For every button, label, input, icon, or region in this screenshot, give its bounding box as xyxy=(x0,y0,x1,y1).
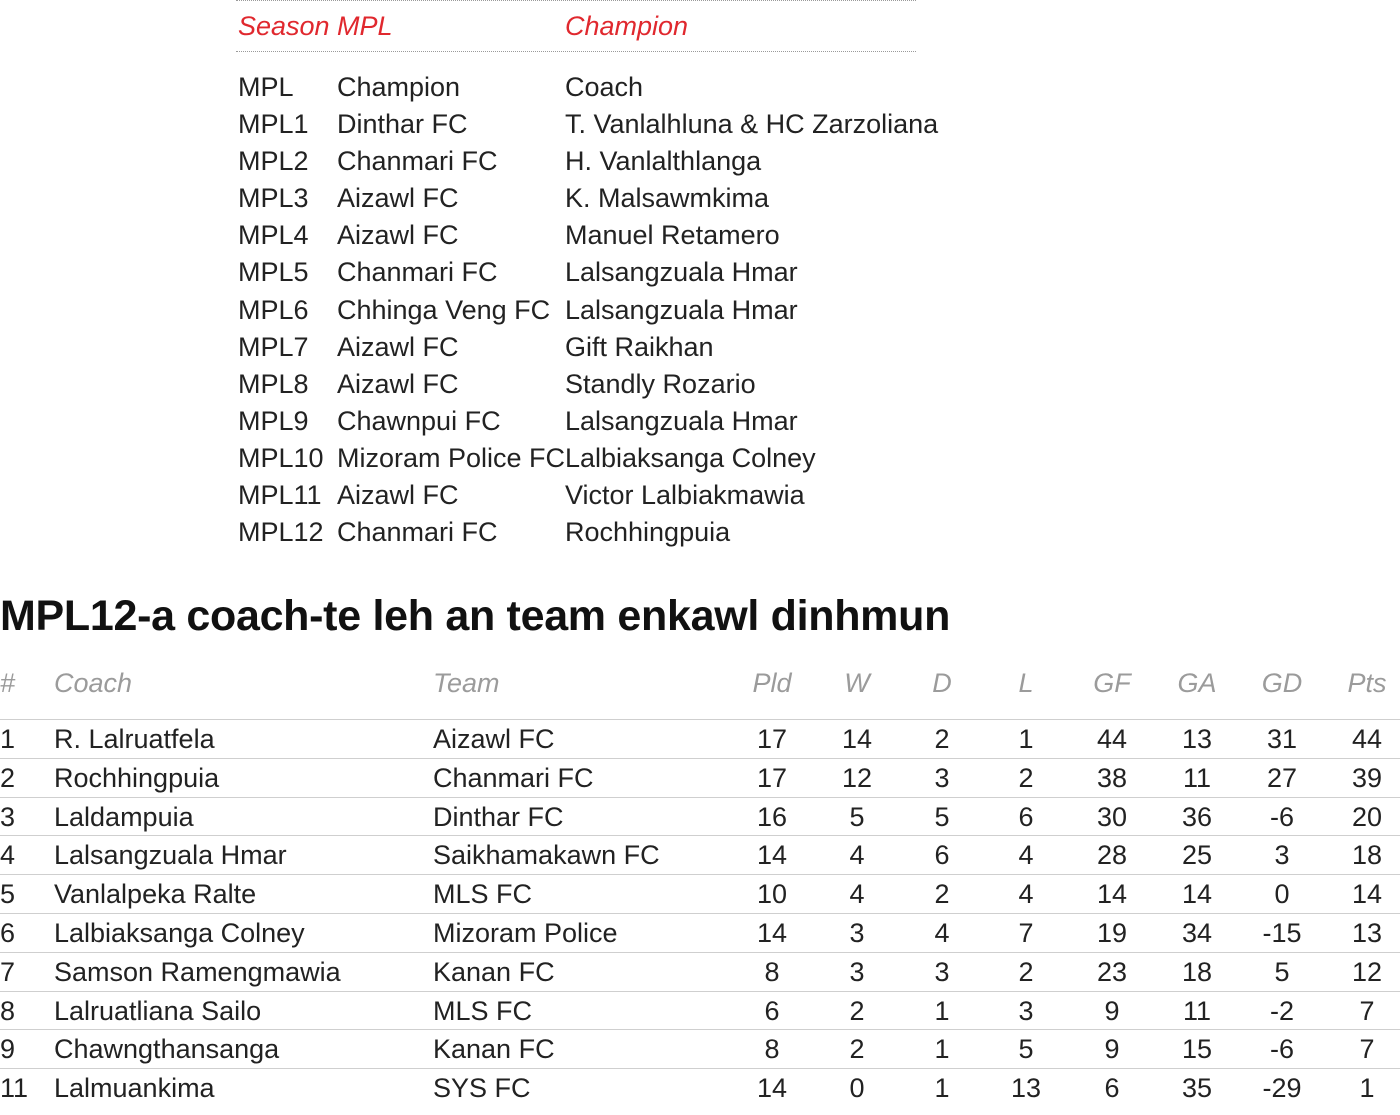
rank-cell: 9 xyxy=(0,1034,16,1065)
goals-against-cell: 34 xyxy=(1181,917,1213,948)
coach-cell: Lalsangzuala Hmar xyxy=(54,840,287,871)
coach-cell: Lalsangzuala Hmar xyxy=(565,294,798,325)
pld-cell: 14 xyxy=(756,917,788,948)
coach-cell: R. Lalruatfela xyxy=(54,724,215,754)
season-cell: MPL5 xyxy=(238,257,309,288)
team-cell: Saikhamakawn FC xyxy=(433,840,660,871)
wins-cell: 3 xyxy=(849,956,865,987)
team-cell: MLS FC xyxy=(433,879,533,910)
coach-cell: Victor Lalbiakmawia xyxy=(565,480,805,511)
goals-for-cell: 23 xyxy=(1096,956,1128,987)
season-cell: MPL3 xyxy=(238,183,309,214)
pld-cell: 10 xyxy=(756,879,788,910)
wins-cell: 5 xyxy=(849,801,865,832)
wins-cell: 14 xyxy=(841,724,873,754)
champion-cell: Aizawl FC xyxy=(337,220,459,251)
pld-cell: 8 xyxy=(764,1034,780,1065)
points-cell: 44 xyxy=(1351,724,1383,754)
header-w: W xyxy=(844,668,870,698)
draws-cell: 3 xyxy=(934,762,950,793)
champion-cell: Aizawl FC xyxy=(337,368,459,399)
goals-against-cell: 14 xyxy=(1181,879,1213,910)
goal-difference-cell: -2 xyxy=(1269,995,1294,1026)
table-row xyxy=(0,914,1400,953)
wins-cell: 12 xyxy=(841,762,873,793)
rank-cell: 11 xyxy=(0,1073,29,1104)
draws-cell: 5 xyxy=(934,801,950,832)
wins-cell: 4 xyxy=(849,840,865,871)
goals-against-cell: 35 xyxy=(1181,1073,1213,1104)
season-cell: MPL4 xyxy=(238,220,309,251)
champion-row xyxy=(236,514,916,551)
coach-cell: Lalbiaksanga Colney xyxy=(565,442,816,473)
champion-row xyxy=(236,477,916,514)
points-cell: 18 xyxy=(1351,840,1383,871)
rank-cell: 3 xyxy=(0,801,16,832)
draws-cell: 4 xyxy=(934,917,950,948)
table-row xyxy=(0,1030,1400,1069)
rank-cell: 7 xyxy=(0,956,16,987)
goal-difference-cell: -6 xyxy=(1269,801,1294,832)
losses-cell: 7 xyxy=(1018,917,1034,948)
coach-cell: H. Vanlalthlanga xyxy=(565,146,762,177)
points-cell: 14 xyxy=(1351,879,1383,910)
wins-cell: 4 xyxy=(849,879,865,910)
coach-cell: K. Malsawmkima xyxy=(565,183,770,214)
rank-cell: 8 xyxy=(0,995,16,1026)
champion-cell: Aizawl FC xyxy=(337,480,459,511)
draws-cell: 6 xyxy=(934,840,950,871)
pld-cell: 6 xyxy=(764,995,780,1026)
wins-cell: 3 xyxy=(849,917,865,948)
section-title: MPL12-a coach-te leh an team enkawl dinhmun xyxy=(0,592,951,640)
champion-cell: Chanmari FC xyxy=(337,146,498,177)
header-rank: # xyxy=(0,668,16,698)
coach-cell: T. Vanlalhluna & HC Zarzoliana xyxy=(565,109,939,140)
goals-for-cell: 6 xyxy=(1104,1073,1120,1104)
champion-row xyxy=(236,254,916,291)
season-cell: MPL7 xyxy=(238,331,309,362)
header-l: L xyxy=(1018,668,1034,698)
season-cell: MPL11 xyxy=(238,480,322,511)
season-cell: MPL2 xyxy=(238,146,309,177)
champions-table xyxy=(236,0,939,551)
goals-for-cell: 9 xyxy=(1104,995,1120,1026)
draws-cell: 1 xyxy=(934,995,950,1026)
table-row xyxy=(0,720,1400,759)
points-cell: 13 xyxy=(1351,917,1383,948)
pld-cell: 16 xyxy=(756,801,788,832)
champion-row xyxy=(236,106,939,143)
champion-row xyxy=(236,366,916,403)
champion-cell: Chanmari FC xyxy=(337,257,498,288)
goal-difference-cell: 5 xyxy=(1274,956,1290,987)
goals-for-cell: 30 xyxy=(1096,801,1128,832)
draws-cell: 3 xyxy=(934,956,950,987)
champion-cell: Mizoram Police FC xyxy=(337,442,566,473)
goals-against-cell: 18 xyxy=(1181,956,1213,987)
champion-cell: Chawnpui FC xyxy=(337,405,501,436)
points-cell: 20 xyxy=(1351,801,1383,832)
goal-difference-cell: 0 xyxy=(1274,879,1290,910)
champion-cell: Chanmari FC xyxy=(337,517,498,548)
goal-difference-cell: 3 xyxy=(1274,840,1290,871)
coach-cell: Rochhingpuia xyxy=(565,517,731,548)
season-cell: MPL9 xyxy=(238,405,309,436)
draws-cell: 2 xyxy=(934,724,950,754)
team-cell: Dinthar FC xyxy=(433,801,564,832)
standings-table xyxy=(0,660,1400,1108)
losses-cell: 1 xyxy=(1018,724,1034,754)
header-ga: GA xyxy=(1177,668,1217,698)
coach-cell: Chawngthansanga xyxy=(54,1034,280,1065)
rank-cell: 4 xyxy=(0,840,16,871)
champion-row xyxy=(236,180,916,217)
table-row xyxy=(0,798,1400,837)
season-cell: MPL6 xyxy=(238,294,309,325)
champion-row xyxy=(236,69,916,106)
losses-cell: 4 xyxy=(1018,879,1034,910)
coach-cell: Manuel Retamero xyxy=(565,220,780,251)
champion-cell: Aizawl FC xyxy=(337,183,459,214)
champion-cell: Aizawl FC xyxy=(337,331,459,362)
rank-cell: 6 xyxy=(0,917,16,948)
table-row xyxy=(0,992,1400,1031)
header-pts: Pts xyxy=(1347,668,1387,698)
wins-cell: 2 xyxy=(849,1034,865,1065)
coach-cell: Lalbiaksanga Colney xyxy=(54,917,305,948)
coach-cell: Standly Rozario xyxy=(565,368,756,399)
goal-difference-cell: -15 xyxy=(1262,917,1302,948)
champion-cell: Chhinga Veng FC xyxy=(337,294,551,325)
header-champion: Champion xyxy=(565,11,689,41)
champion-row xyxy=(236,440,916,477)
goals-against-cell: 36 xyxy=(1181,801,1213,832)
team-cell: SYS FC xyxy=(433,1073,531,1104)
goals-for-cell: 28 xyxy=(1096,840,1128,871)
coach-cell: Lalsangzuala Hmar xyxy=(565,405,798,436)
header-pld: Pld xyxy=(752,668,792,698)
pld-cell: 17 xyxy=(756,724,788,754)
coach-cell: Rochhingpuia xyxy=(54,762,220,793)
header-d: D xyxy=(932,668,952,698)
coach-cell: Lalruatliana Sailo xyxy=(54,995,262,1026)
coach-cell: Coach xyxy=(565,72,644,102)
header-team: Team xyxy=(433,668,500,698)
goal-difference-cell: 27 xyxy=(1266,762,1298,793)
pld-cell: 17 xyxy=(756,762,788,793)
season-cell: MPL8 xyxy=(238,368,309,399)
goals-against-cell: 11 xyxy=(1182,762,1212,793)
goals-against-cell: 25 xyxy=(1181,840,1213,871)
rank-cell: 5 xyxy=(0,879,16,910)
champion-row xyxy=(236,403,916,440)
pld-cell: 14 xyxy=(756,840,788,871)
goals-against-cell: 11 xyxy=(1182,995,1212,1026)
losses-cell: 2 xyxy=(1018,762,1034,793)
goals-against-cell: 15 xyxy=(1181,1034,1213,1065)
draws-cell: 1 xyxy=(934,1073,950,1104)
losses-cell: 2 xyxy=(1018,956,1034,987)
header-gd: GD xyxy=(1261,668,1303,698)
losses-cell: 5 xyxy=(1018,1034,1034,1065)
goals-against-cell: 13 xyxy=(1181,724,1213,754)
losses-cell: 6 xyxy=(1018,801,1034,832)
goals-for-cell: 14 xyxy=(1096,879,1128,910)
champion-row xyxy=(236,143,916,180)
rank-cell: 2 xyxy=(0,762,16,793)
standings-header-row xyxy=(0,660,1400,720)
team-cell: Chanmari FC xyxy=(433,762,594,793)
season-cell: MPL10 xyxy=(238,442,324,473)
coach-cell: Gift Raikhan xyxy=(565,331,714,362)
team-cell: MLS FC xyxy=(433,995,533,1026)
team-cell: Aizawl FC xyxy=(433,724,555,754)
header-mpl: MPL xyxy=(337,11,393,41)
coach-cell: Lalmuankima xyxy=(54,1073,215,1104)
season-cell: MPL1 xyxy=(238,109,309,140)
header-gf: GF xyxy=(1093,668,1131,698)
champion-cell: Dinthar FC xyxy=(337,109,468,140)
table-row xyxy=(0,953,1400,992)
goal-difference-cell: -29 xyxy=(1262,1073,1302,1104)
team-cell: Kanan FC xyxy=(433,956,555,987)
coach-cell: Vanlalpeka Ralte xyxy=(54,879,257,910)
header-season: Season xyxy=(238,11,330,41)
goal-difference-cell: -6 xyxy=(1269,1034,1294,1065)
standings-body xyxy=(0,720,1400,1108)
points-cell: 7 xyxy=(1359,1034,1375,1065)
champion-row xyxy=(236,217,916,254)
pld-cell: 14 xyxy=(756,1073,788,1104)
header-coach: Coach xyxy=(54,668,133,698)
points-cell: 1 xyxy=(1359,1073,1375,1104)
goals-for-cell: 19 xyxy=(1096,917,1128,948)
goals-for-cell: 9 xyxy=(1104,1034,1120,1065)
losses-cell: 13 xyxy=(1010,1073,1042,1104)
champion-cell: Champion xyxy=(337,72,461,102)
champion-row xyxy=(236,292,916,329)
losses-cell: 4 xyxy=(1018,840,1034,871)
season-cell: MPL12 xyxy=(238,517,324,548)
points-cell: 7 xyxy=(1359,995,1375,1026)
coach-cell: Samson Ramengmawia xyxy=(54,956,341,987)
goal-difference-cell: 31 xyxy=(1266,724,1298,754)
points-cell: 12 xyxy=(1351,956,1383,987)
draws-cell: 1 xyxy=(934,1034,950,1065)
table-row xyxy=(0,759,1400,798)
team-cell: Kanan FC xyxy=(433,1034,555,1065)
wins-cell: 2 xyxy=(849,995,865,1026)
wins-cell: 0 xyxy=(849,1073,865,1104)
team-cell: Mizoram Police xyxy=(433,917,618,948)
champion-row xyxy=(236,329,916,366)
coach-cell: Lalsangzuala Hmar xyxy=(565,257,798,288)
table-row xyxy=(0,836,1400,875)
pld-cell: 8 xyxy=(764,956,780,987)
table-row xyxy=(0,875,1400,914)
rank-cell: 1 xyxy=(0,724,16,754)
losses-cell: 3 xyxy=(1018,995,1034,1026)
season-cell: MPL xyxy=(238,72,294,102)
champions-body xyxy=(236,52,939,551)
goals-for-cell: 44 xyxy=(1096,724,1128,754)
champions-header-row xyxy=(236,1,916,52)
points-cell: 39 xyxy=(1351,762,1383,793)
coach-cell: Laldampuia xyxy=(54,801,194,832)
goals-for-cell: 38 xyxy=(1096,762,1128,793)
draws-cell: 2 xyxy=(934,879,950,910)
table-row xyxy=(0,1069,1400,1108)
